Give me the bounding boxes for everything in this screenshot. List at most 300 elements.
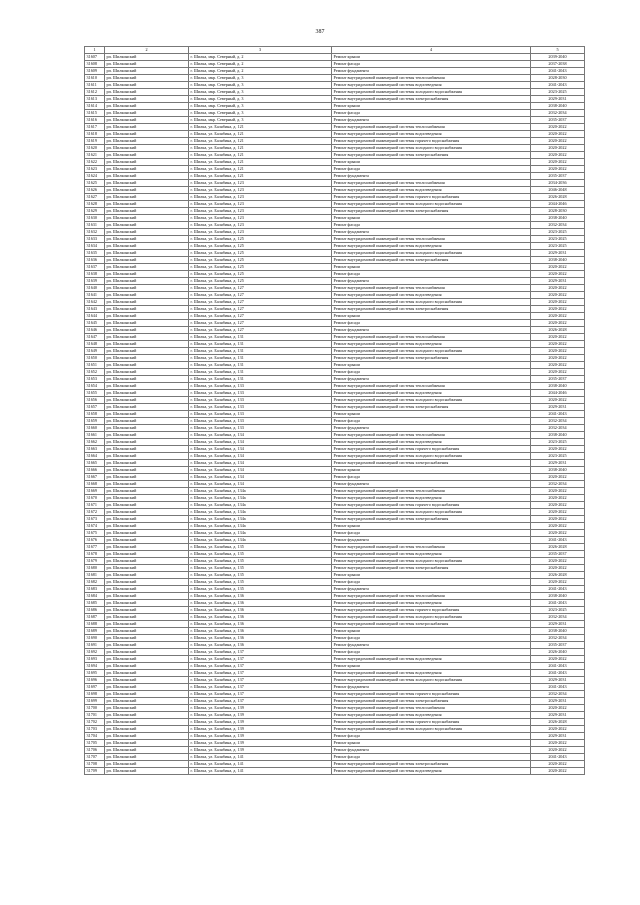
municipality-cell: рп. Шилкинский xyxy=(105,607,189,614)
table-row xyxy=(85,278,585,285)
work-type-cell: Ремонт фасада xyxy=(332,271,531,278)
work-type-cell: Ремонт фасада xyxy=(332,110,531,117)
period-cell: 2020-2022 xyxy=(531,138,585,145)
municipality-cell: рп. Шилкинский xyxy=(105,719,189,726)
table-row xyxy=(85,446,585,453)
row-number-cell: 31687 xyxy=(85,614,105,621)
work-type-cell: Ремонт внутридомовой инженерной системы холодного водоснабжения xyxy=(332,201,531,208)
municipality-cell: рп. Шилкинский xyxy=(105,488,189,495)
period-cell: 2035-2037 xyxy=(531,376,585,383)
table-row xyxy=(85,453,585,460)
address-cell: г. Шилка, ул. Балябина, д. 134а xyxy=(189,516,332,523)
address-cell: г. Шилка, ул. Балябина, д. 134 xyxy=(189,439,332,446)
period-cell: 2032-2034 xyxy=(531,635,585,642)
row-number-cell: 31686 xyxy=(85,607,105,614)
period-cell: 2020-2022 xyxy=(531,495,585,502)
table-row xyxy=(85,264,585,271)
period-cell: 2035-2037 xyxy=(531,173,585,180)
table-row xyxy=(85,733,585,740)
table-row xyxy=(85,117,585,124)
work-type-cell: Ремонт внутридомовой инженерной системы теплоснабжения xyxy=(332,334,531,341)
work-type-cell: Ремонт внутридомовой инженерной системы водоотведения xyxy=(332,670,531,677)
table-row xyxy=(85,250,585,257)
municipality-cell: рп. Шилкинский xyxy=(105,124,189,131)
address-cell: г. Шилка, мкр. Северный, д. 3 xyxy=(189,96,332,103)
address-cell: г. Шилка, ул. Балябина, д. 135 xyxy=(189,586,332,593)
table-row xyxy=(85,411,585,418)
column-number-row xyxy=(85,47,585,54)
address-cell: г. Шилка, ул. Балябина, д. 137 xyxy=(189,656,332,663)
address-cell: г. Шилка, ул. Балябина, д. 127 xyxy=(189,299,332,306)
municipality-cell: рп. Шилкинский xyxy=(105,635,189,642)
address-cell: г. Шилка, ул. Балябина, д. 121 xyxy=(189,159,332,166)
row-number-cell: 31612 xyxy=(85,89,105,96)
work-type-cell: Ремонт внутридомовой инженерной системы теплоснабжения xyxy=(332,180,531,187)
table-row xyxy=(85,390,585,397)
work-type-cell: Ремонт внутридомовой инженерной системы водоотведения xyxy=(332,187,531,194)
row-number-cell: 31688 xyxy=(85,621,105,628)
work-type-cell: Ремонт внутридомовой инженерной системы горячего водоснабжения xyxy=(332,691,531,698)
table-row xyxy=(85,530,585,537)
address-cell: г. Шилка, ул. Балябина, д. 134 xyxy=(189,467,332,474)
table-row xyxy=(85,201,585,208)
work-type-cell: Ремонт фасада xyxy=(332,754,531,761)
address-cell: г. Шилка, ул. Балябина, д. 133 xyxy=(189,411,332,418)
period-cell: 2038-2040 xyxy=(531,467,585,474)
table-row xyxy=(85,572,585,579)
table-row xyxy=(85,509,585,516)
period-cell: 2020-2022 xyxy=(531,516,585,523)
municipality-cell: рп. Шилкинский xyxy=(105,103,189,110)
municipality-cell: рп. Шилкинский xyxy=(105,425,189,432)
work-type-cell: Ремонт внутридомовой инженерной системы горячего водоснабжения xyxy=(332,607,531,614)
address-cell: г. Шилка, ул. Балябина, д. 134 xyxy=(189,481,332,488)
row-number-cell: 31638 xyxy=(85,271,105,278)
municipality-cell: рп. Шилкинский xyxy=(105,460,189,467)
table-row xyxy=(85,334,585,341)
address-cell: г. Шилка, ул. Балябина, д. 121 xyxy=(189,166,332,173)
address-cell: г. Шилка, ул. Балябина, д. 139 xyxy=(189,712,332,719)
municipality-cell: рп. Шилкинский xyxy=(105,54,189,61)
table-row xyxy=(85,208,585,215)
municipality-cell: рп. Шилкинский xyxy=(105,544,189,551)
address-cell: г. Шилка, ул. Балябина, д. 125 xyxy=(189,243,332,250)
address-cell: г. Шилка, ул. Балябина, д. 127 xyxy=(189,327,332,334)
table-row xyxy=(85,103,585,110)
work-type-cell: Ремонт фасада xyxy=(332,369,531,376)
row-number-cell: 31649 xyxy=(85,348,105,355)
period-cell: 2020-2022 xyxy=(531,530,585,537)
row-number-cell: 31639 xyxy=(85,278,105,285)
municipality-cell: рп. Шилкинский xyxy=(105,327,189,334)
work-type-cell: Ремонт фундамента xyxy=(332,586,531,593)
row-number-cell: 31619 xyxy=(85,138,105,145)
table-row xyxy=(85,131,585,138)
municipality-cell: рп. Шилкинский xyxy=(105,306,189,313)
table-row xyxy=(85,719,585,726)
row-number-cell: 31673 xyxy=(85,516,105,523)
address-cell: г. Шилка, ул. Балябина, д. 137 xyxy=(189,663,332,670)
municipality-cell: рп. Шилкинский xyxy=(105,439,189,446)
municipality-cell: рп. Шилкинский xyxy=(105,551,189,558)
column-number: 1 xyxy=(85,47,105,54)
period-cell: 2020-2022 xyxy=(531,579,585,586)
table-row xyxy=(85,299,585,306)
work-type-cell: Ремонт фундамента xyxy=(332,425,531,432)
period-cell: 2041-2043 xyxy=(531,586,585,593)
address-cell: г. Шилка, ул. Балябина, д. 135 xyxy=(189,579,332,586)
address-cell: г. Шилка, ул. Балябина, д. 134а xyxy=(189,495,332,502)
row-number-cell: 31634 xyxy=(85,243,105,250)
work-type-cell: Ремонт внутридомовой инженерной системы электроснабжения xyxy=(332,761,531,768)
period-cell: 2020-2022 xyxy=(531,523,585,530)
address-cell: г. Шилка, ул. Балябина, д. 139 xyxy=(189,740,332,747)
municipality-cell: рп. Шилкинский xyxy=(105,117,189,124)
table-row xyxy=(85,481,585,488)
row-number-cell: 31690 xyxy=(85,635,105,642)
period-cell: 2020-2022 xyxy=(531,747,585,754)
work-type-cell: Ремонт внутридомовой инженерной системы горячего водоснабжения xyxy=(332,719,531,726)
work-type-cell: Ремонт внутридомовой инженерной системы холодного водоснабжения xyxy=(332,299,531,306)
row-number-cell: 31648 xyxy=(85,341,105,348)
address-cell: г. Шилка, ул. Балябина, д. 121 xyxy=(189,145,332,152)
table-row xyxy=(85,677,585,684)
work-type-cell: Ремонт внутридомовой инженерной системы электроснабжения xyxy=(332,621,531,628)
row-number-cell: 31676 xyxy=(85,537,105,544)
municipality-cell: рп. Шилкинский xyxy=(105,180,189,187)
work-type-cell: Ремонт фундамента xyxy=(332,537,531,544)
address-cell: г. Шилка, ул. Балябина, д. 137 xyxy=(189,670,332,677)
table-row xyxy=(85,698,585,705)
address-cell: г. Шилка, ул. Балябина, д. 136 xyxy=(189,635,332,642)
table-row xyxy=(85,593,585,600)
address-cell: г. Шилка, ул. Балябина, д. 131 xyxy=(189,334,332,341)
work-type-cell: Ремонт внутридомовой инженерной системы электроснабжения xyxy=(332,208,531,215)
row-number-cell: 31692 xyxy=(85,649,105,656)
work-type-cell: Ремонт фундамента xyxy=(332,278,531,285)
row-number-cell: 31613 xyxy=(85,96,105,103)
row-number-cell: 31616 xyxy=(85,117,105,124)
municipality-cell: рп. Шилкинский xyxy=(105,712,189,719)
work-type-cell: Ремонт внутридомовой инженерной системы теплоснабжения xyxy=(332,544,531,551)
municipality-cell: рп. Шилкинский xyxy=(105,159,189,166)
work-type-cell: Ремонт внутридомовой инженерной системы электроснабжения xyxy=(332,306,531,313)
row-number-cell: 31651 xyxy=(85,362,105,369)
municipality-cell: рп. Шилкинский xyxy=(105,579,189,586)
work-type-cell: Ремонт внутридомовой инженерной системы водоотведения xyxy=(332,712,531,719)
work-type-cell: Ремонт внутридомовой инженерной системы водоотведения xyxy=(332,243,531,250)
address-cell: г. Шилка, ул. Балябина, д. 127 xyxy=(189,292,332,299)
address-cell: г. Шилка, ул. Балябина, д. 136 xyxy=(189,621,332,628)
address-cell: г. Шилка, ул. Балябина, д. 135 xyxy=(189,565,332,572)
work-type-cell: Ремонт внутридомовой инженерной системы водоотведения xyxy=(332,82,531,89)
address-cell: г. Шилка, ул. Балябина, д. 133 xyxy=(189,390,332,397)
period-cell: 2020-2022 xyxy=(531,502,585,509)
table-row xyxy=(85,635,585,642)
table-row xyxy=(85,537,585,544)
municipality-cell: рп. Шилкинский xyxy=(105,166,189,173)
address-cell: г. Шилка, ул. Балябина, д. 139 xyxy=(189,719,332,726)
municipality-cell: рп. Шилкинский xyxy=(105,754,189,761)
municipality-cell: рп. Шилкинский xyxy=(105,68,189,75)
row-number-cell: 31665 xyxy=(85,460,105,467)
work-type-cell: Ремонт фундамента xyxy=(332,481,531,488)
table-row xyxy=(85,306,585,313)
work-type-cell: Ремонт крыши xyxy=(332,467,531,474)
period-cell: 2029-2031 xyxy=(531,733,585,740)
table-row xyxy=(85,761,585,768)
period-cell: 2020-2022 xyxy=(531,131,585,138)
address-cell: г. Шилка, мкр. Северный, д. 3 xyxy=(189,117,332,124)
municipality-cell: рп. Шилкинский xyxy=(105,628,189,635)
municipality-cell: рп. Шилкинский xyxy=(105,334,189,341)
address-cell: г. Шилка, ул. Балябина, д. 125 xyxy=(189,236,332,243)
work-type-cell: Ремонт внутридомовой инженерной системы теплоснабжения xyxy=(332,705,531,712)
row-number-cell: 31670 xyxy=(85,495,105,502)
period-cell: 2023-2025 xyxy=(531,89,585,96)
municipality-cell: рп. Шилкинский xyxy=(105,222,189,229)
period-cell: 2041-2043 xyxy=(531,600,585,607)
municipality-cell: рп. Шилкинский xyxy=(105,355,189,362)
address-cell: г. Шилка, ул. Балябина, д. 133 xyxy=(189,383,332,390)
row-number-cell: 31632 xyxy=(85,229,105,236)
work-type-cell: Ремонт внутридомовой инженерной системы электроснабжения xyxy=(332,516,531,523)
municipality-cell: рп. Шилкинский xyxy=(105,761,189,768)
municipality-cell: рп. Шилкинский xyxy=(105,82,189,89)
period-cell: 2020-2022 xyxy=(531,348,585,355)
period-cell: 2020-2022 xyxy=(531,446,585,453)
municipality-cell: рп. Шилкинский xyxy=(105,257,189,264)
work-type-cell: Ремонт внутридомовой инженерной системы теплоснабжения xyxy=(332,75,531,82)
row-number-cell: 31642 xyxy=(85,299,105,306)
work-type-cell: Ремонт внутридомовой инженерной системы водоотведения xyxy=(332,495,531,502)
work-type-cell: Ремонт фасада xyxy=(332,418,531,425)
row-number-cell: 31654 xyxy=(85,383,105,390)
table-row xyxy=(85,558,585,565)
table-row xyxy=(85,747,585,754)
work-type-cell: Ремонт внутридомовой инженерной системы водоотведения xyxy=(332,656,531,663)
address-cell: г. Шилка, ул. Балябина, д. 131 xyxy=(189,376,332,383)
row-number-cell: 31607 xyxy=(85,54,105,61)
row-number-cell: 31667 xyxy=(85,474,105,481)
address-cell: г. Шилка, ул. Балябина, д. 123 xyxy=(189,201,332,208)
municipality-cell: рп. Шилкинский xyxy=(105,152,189,159)
municipality-cell: рп. Шилкинский xyxy=(105,649,189,656)
work-type-cell: Ремонт внутридомовой инженерной системы электроснабжения xyxy=(332,565,531,572)
period-cell: 2029-2031 xyxy=(531,404,585,411)
period-cell: 2020-2022 xyxy=(531,761,585,768)
period-cell: 2032-2034 xyxy=(531,614,585,621)
row-number-cell: 31625 xyxy=(85,180,105,187)
table-row xyxy=(85,96,585,103)
period-cell: 2041-2043 xyxy=(531,537,585,544)
period-cell: 2029-2031 xyxy=(531,460,585,467)
table-row xyxy=(85,159,585,166)
municipality-cell: рп. Шилкинский xyxy=(105,313,189,320)
row-number-cell: 31691 xyxy=(85,642,105,649)
work-type-cell: Ремонт внутридомовой инженерной системы электроснабжения xyxy=(332,355,531,362)
municipality-cell: рп. Шилкинский xyxy=(105,691,189,698)
row-number-cell: 31677 xyxy=(85,544,105,551)
row-number-cell: 31684 xyxy=(85,593,105,600)
address-cell: г. Шилка, ул. Балябина, д. 137 xyxy=(189,684,332,691)
period-cell: 2029-2031 xyxy=(531,96,585,103)
period-cell: 2020-2022 xyxy=(531,726,585,733)
table-row xyxy=(85,740,585,747)
table-row xyxy=(85,236,585,243)
address-cell: г. Шилка, ул. Балябина, д. 125 xyxy=(189,271,332,278)
work-type-cell: Ремонт фундамента xyxy=(332,173,531,180)
row-number-cell: 31689 xyxy=(85,628,105,635)
period-cell: 2041-2043 xyxy=(531,82,585,89)
work-type-cell: Ремонт внутридомовой инженерной системы теплоснабжения xyxy=(332,488,531,495)
period-cell: 2041-2043 xyxy=(531,68,585,75)
municipality-cell: рп. Шилкинский xyxy=(105,502,189,509)
row-number-cell: 31622 xyxy=(85,159,105,166)
period-cell: 2035-2037 xyxy=(531,551,585,558)
address-cell: г. Шилка, ул. Балябина, д. 136 xyxy=(189,593,332,600)
work-type-cell: Ремонт крыши xyxy=(332,663,531,670)
municipality-cell: рп. Шилкинский xyxy=(105,453,189,460)
address-cell: г. Шилка, ул. Балябина, д. 123 xyxy=(189,222,332,229)
work-type-cell: Ремонт крыши xyxy=(332,313,531,320)
row-number-cell: 31655 xyxy=(85,390,105,397)
table-row xyxy=(85,642,585,649)
row-number-cell: 31702 xyxy=(85,719,105,726)
row-number-cell: 31680 xyxy=(85,565,105,572)
table-row xyxy=(85,705,585,712)
table-row xyxy=(85,194,585,201)
work-type-cell: Ремонт внутридомовой инженерной системы электроснабжения xyxy=(332,404,531,411)
row-number-cell: 31704 xyxy=(85,733,105,740)
municipality-cell: рп. Шилкинский xyxy=(105,145,189,152)
period-cell: 2035-2037 xyxy=(531,117,585,124)
table-row xyxy=(85,166,585,173)
municipality-cell: рп. Шилкинский xyxy=(105,474,189,481)
row-number-cell: 31653 xyxy=(85,376,105,383)
work-type-cell: Ремонт внутридомовой инженерной системы водоотведения xyxy=(332,551,531,558)
period-cell: 2020-2022 xyxy=(531,355,585,362)
address-cell: г. Шилка, ул. Балябина, д. 134 xyxy=(189,474,332,481)
table-row xyxy=(85,691,585,698)
work-type-cell: Ремонт фасада xyxy=(332,579,531,586)
address-cell: г. Шилка, ул. Балябина, д. 127 xyxy=(189,320,332,327)
municipality-cell: рп. Шилкинский xyxy=(105,96,189,103)
period-cell: 2020-2022 xyxy=(531,488,585,495)
period-cell: 2038-2040 xyxy=(531,628,585,635)
work-type-cell: Ремонт фасада xyxy=(332,474,531,481)
period-cell: 2020-2022 xyxy=(531,313,585,320)
period-cell: 2020-2022 xyxy=(531,369,585,376)
municipality-cell: рп. Шилкинский xyxy=(105,705,189,712)
period-cell: 2044-2046 xyxy=(531,390,585,397)
row-number-cell: 31617 xyxy=(85,124,105,131)
row-number-cell: 31623 xyxy=(85,166,105,173)
address-cell: г. Шилка, ул. Балябина, д. 134а xyxy=(189,530,332,537)
address-cell: г. Шилка, ул. Балябина, д. 137 xyxy=(189,698,332,705)
table-row xyxy=(85,425,585,432)
period-cell: 2041-2043 xyxy=(531,411,585,418)
municipality-cell: рп. Шилкинский xyxy=(105,194,189,201)
row-number-cell: 31645 xyxy=(85,320,105,327)
row-number-cell: 31636 xyxy=(85,257,105,264)
period-cell: 2039-2040 xyxy=(531,54,585,61)
municipality-cell: рп. Шилкинский xyxy=(105,341,189,348)
municipality-cell: рп. Шилкинский xyxy=(105,663,189,670)
table-row xyxy=(85,670,585,677)
row-number-cell: 31666 xyxy=(85,467,105,474)
table-row xyxy=(85,173,585,180)
period-cell: 2046-2048 xyxy=(531,187,585,194)
row-number-cell: 31706 xyxy=(85,747,105,754)
table-row xyxy=(85,222,585,229)
address-cell: г. Шилка, ул. Балябина, д. 123 xyxy=(189,180,332,187)
table-row xyxy=(85,432,585,439)
work-type-cell: Ремонт внутридомовой инженерной системы электроснабжения xyxy=(332,96,531,103)
address-cell: г. Шилка, ул. Балябина, д. 137 xyxy=(189,691,332,698)
period-cell: 2044-2046 xyxy=(531,201,585,208)
table-row xyxy=(85,586,585,593)
period-cell: 2020-2022 xyxy=(531,285,585,292)
municipality-cell: рп. Шилкинский xyxy=(105,243,189,250)
address-cell: г. Шилка, ул. Балябина, д. 137 xyxy=(189,677,332,684)
address-cell: г. Шилка, ул. Балябина, д. 121 xyxy=(189,173,332,180)
table-row xyxy=(85,565,585,572)
address-cell: г. Шилка, ул. Балябина, д. 141 xyxy=(189,768,332,775)
municipality-cell: рп. Шилкинский xyxy=(105,565,189,572)
period-cell: 2023-2025 xyxy=(531,243,585,250)
table-row xyxy=(85,614,585,621)
row-number-cell: 31610 xyxy=(85,75,105,82)
period-cell: 2020-2022 xyxy=(531,264,585,271)
work-type-cell: Ремонт внутридомовой инженерной системы электроснабжения xyxy=(332,152,531,159)
row-number-cell: 31620 xyxy=(85,145,105,152)
address-cell: г. Шилка, ул. Балябина, д. 125 xyxy=(189,257,332,264)
work-type-cell: Ремонт фундамента xyxy=(332,684,531,691)
address-cell: г. Шилка, ул. Балябина, д. 134а xyxy=(189,509,332,516)
municipality-cell: рп. Шилкинский xyxy=(105,446,189,453)
municipality-cell: рп. Шилкинский xyxy=(105,404,189,411)
work-type-cell: Ремонт крыши xyxy=(332,411,531,418)
work-type-cell: Ремонт крыши xyxy=(332,362,531,369)
address-cell: г. Шилка, ул. Балябина, д. 133 xyxy=(189,418,332,425)
period-cell: 2038-2040 xyxy=(531,215,585,222)
municipality-cell: рп. Шилкинский xyxy=(105,229,189,236)
address-cell: г. Шилка, ул. Балябина, д. 139 xyxy=(189,705,332,712)
row-number-cell: 31668 xyxy=(85,481,105,488)
municipality-cell: рп. Шилкинский xyxy=(105,173,189,180)
work-type-cell: Ремонт крыши xyxy=(332,264,531,271)
address-cell: г. Шилка, ул. Балябина, д. 121 xyxy=(189,131,332,138)
address-cell: г. Шилка, ул. Балябина, д. 121 xyxy=(189,152,332,159)
municipality-cell: рп. Шилкинский xyxy=(105,509,189,516)
municipality-cell: рп. Шилкинский xyxy=(105,131,189,138)
row-number-cell: 31641 xyxy=(85,292,105,299)
address-cell: г. Шилка, мкр. Северный, д. 3 xyxy=(189,75,332,82)
municipality-cell: рп. Шилкинский xyxy=(105,110,189,117)
period-cell: 2026-2040 xyxy=(531,649,585,656)
period-cell: 2020-2022 xyxy=(531,705,585,712)
capital-repair-table xyxy=(84,46,585,775)
municipality-cell: рп. Шилкинский xyxy=(105,600,189,607)
address-cell: г. Шилка, ул. Балябина, д. 127 xyxy=(189,313,332,320)
row-number-cell: 31611 xyxy=(85,82,105,89)
period-cell: 2032-2034 xyxy=(531,481,585,488)
address-cell: г. Шилка, мкр. Северный, д. 2 xyxy=(189,61,332,68)
table-row xyxy=(85,495,585,502)
row-number-cell: 31628 xyxy=(85,201,105,208)
work-type-cell: Ремонт фасада xyxy=(332,530,531,537)
